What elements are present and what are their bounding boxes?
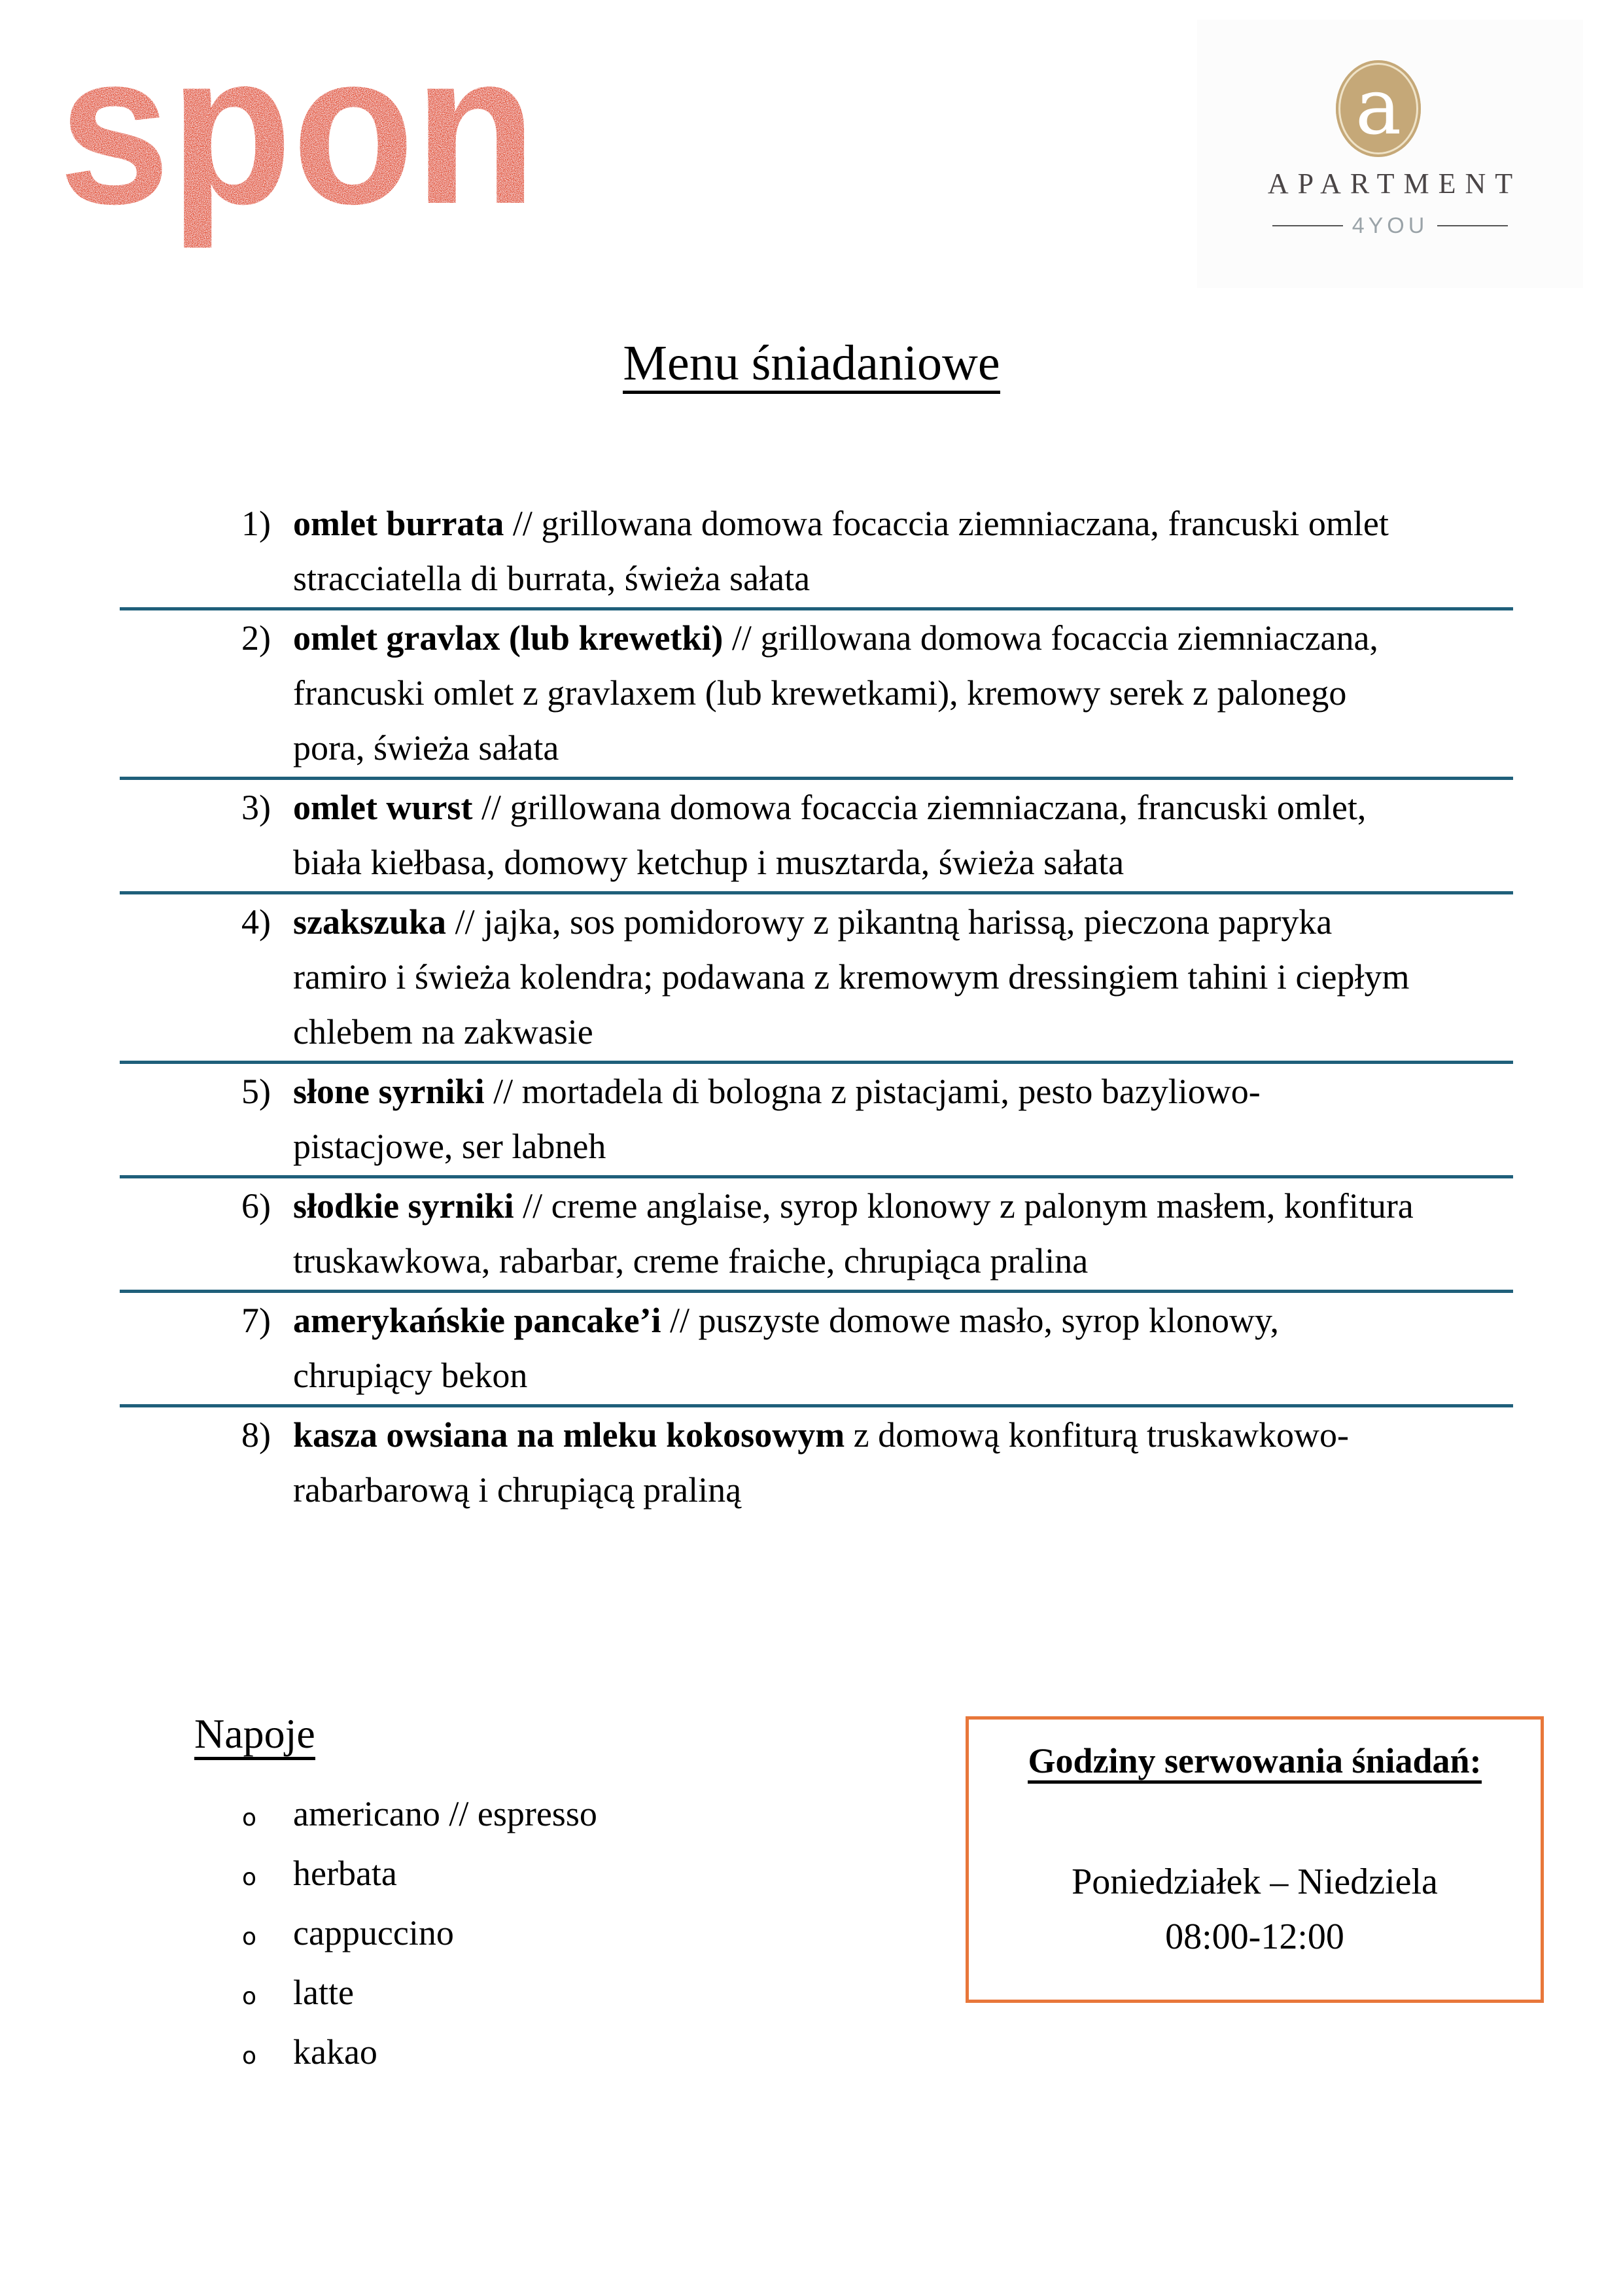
serving-hours-box (966, 1716, 1544, 2003)
menu-item-number: 5) (241, 1072, 271, 1111)
menu-item-number: 2) (241, 618, 271, 658)
menu-item (120, 496, 1513, 610)
serving-days: Poniedziałek – Niedziela (1072, 1862, 1438, 1902)
menu-item-body (293, 894, 1418, 1059)
menu-item-name: szakszuka (293, 902, 447, 942)
menu-item-number: 8) (241, 1415, 271, 1455)
menu-item-name: słodkie syrniki (293, 1186, 514, 1226)
emblem-letter: a (1355, 62, 1402, 152)
page-title (0, 330, 1623, 396)
drink-name: americano // espresso (293, 1794, 597, 1833)
menu-item-body (293, 1293, 1418, 1403)
drink-item (242, 1786, 597, 1846)
menu-item-number: 3) (241, 788, 271, 827)
menu-item-separator (845, 1415, 854, 1455)
menu-item (120, 1293, 1513, 1407)
breakfast-menu-list (120, 496, 1513, 1519)
serving-hours-title-text: Godziny serwowania śniadań: (1028, 1741, 1481, 1784)
menu-item-name: omlet wurst (293, 788, 473, 827)
menu-item-name: kasza owsiana na mleku kokosowym (293, 1415, 845, 1455)
drink-item (242, 2024, 597, 2084)
menu-item-separator: // (723, 618, 761, 658)
drink-name: latte (293, 1973, 354, 2012)
menu-item (120, 610, 1513, 780)
drink-name: herbata (293, 1854, 397, 1893)
apartment-4you-logo (1197, 20, 1583, 288)
drinks-list (242, 1786, 597, 2084)
circle-bullet-icon: o (242, 1805, 257, 1831)
menu-item (120, 1407, 1513, 1519)
menu-item-description: z domową konfiturą truskawkowo-rabarbarową i chrupiącą praliną (293, 1415, 1349, 1510)
menu-item (120, 894, 1513, 1064)
drinks-heading-text: Napoje (194, 1710, 315, 1760)
menu-item-body (293, 610, 1418, 775)
menu-item-description: grillowana domowa focaccia ziemniaczana, francuski omlet, biała kiełbasa, domowy ketchup i musztarda, świeża sałata (293, 788, 1367, 882)
menu-item-number: 7) (241, 1301, 271, 1340)
menu-item-description: puszyste domowe masło, syrop klonowy, chrupiący bekon (293, 1301, 1279, 1395)
menu-item-description: grillowana domowa focaccia ziemniaczana, francuski omlet z gravlaxem (lub krewetkami), kremowy serek z palonego pora, świeża sałata (293, 618, 1378, 768)
circle-bullet-icon: o (242, 1983, 257, 2010)
menu-item-description: mortadela di bologna z pistacjami, pesto bazyliowo-pistacjowe, ser labneh (293, 1072, 1261, 1166)
circle-bullet-icon: o (242, 1924, 257, 1951)
menu-item-separator: // (446, 902, 484, 942)
apartment-sub-text: 4YOU (1352, 213, 1429, 238)
menu-item-separator: // (472, 788, 510, 827)
spon-logo (59, 39, 543, 249)
divider (1272, 225, 1343, 226)
divider (1437, 225, 1508, 226)
menu-item (120, 1178, 1513, 1293)
menu-item-name: omlet gravlax (lub krewetki) (293, 618, 724, 658)
drink-item (242, 1965, 597, 2024)
menu-item-description: jajka, sos pomidorowy z pikantną harissą, pieczona papryka ramiro i świeża kolendra; podawana z kremowym dressingiem tahini i ciepłym chlebem na zakwasie (293, 902, 1410, 1051)
drink-item (242, 1905, 597, 1965)
menu-item-number: 4) (241, 902, 271, 942)
menu-item-separator: // (661, 1301, 699, 1340)
serving-time: 08:00-12:00 (1165, 1916, 1344, 1957)
menu-item-name: amerykańskie pancake’i (293, 1301, 661, 1340)
menu-item-body (293, 1178, 1418, 1288)
circle-bullet-icon: o (242, 2043, 257, 2070)
drink-name: cappuccino (293, 1913, 454, 1952)
drink-name: kakao (293, 2032, 377, 2072)
menu-item-separator: // (504, 504, 542, 543)
menu-item-body (293, 1407, 1418, 1517)
menu-item-body (293, 780, 1418, 890)
drinks-heading (194, 1704, 315, 1763)
menu-item-number: 1) (241, 504, 271, 543)
menu-item (120, 1064, 1513, 1178)
apartment-wordmark: APARTMENT (1267, 168, 1522, 200)
spon-logo-graphic (59, 39, 543, 249)
menu-item (120, 780, 1513, 894)
menu-item-name: omlet burrata (293, 504, 504, 543)
menu-item-body (293, 1064, 1418, 1174)
menu-item-number: 6) (241, 1186, 271, 1226)
menu-item-name: słone syrniki (293, 1072, 485, 1111)
menu-item-description: creme anglaise, syrop klonowy z palonym masłem, konfitura truskawkowa, rabarbar, creme fraiche, chrupiąca pralina (293, 1186, 1414, 1280)
spon-wordmark: spon (59, 39, 543, 249)
serving-hours-title (969, 1738, 1541, 1784)
page-title-text: Menu śniadaniowe (623, 336, 1000, 394)
menu-item-separator: // (484, 1072, 522, 1111)
menu-item-description: grillowana domowa focaccia ziemniaczana, francuski omlet stracciatella di burrata, świeża sałata (293, 504, 1389, 598)
menu-item-body (293, 496, 1418, 606)
circle-bullet-icon: o (242, 1864, 257, 1891)
menu-item-separator: // (514, 1186, 551, 1226)
apartment-subline (1272, 209, 1508, 242)
apartment-emblem-icon (1336, 60, 1421, 157)
drink-item (242, 1846, 597, 1905)
